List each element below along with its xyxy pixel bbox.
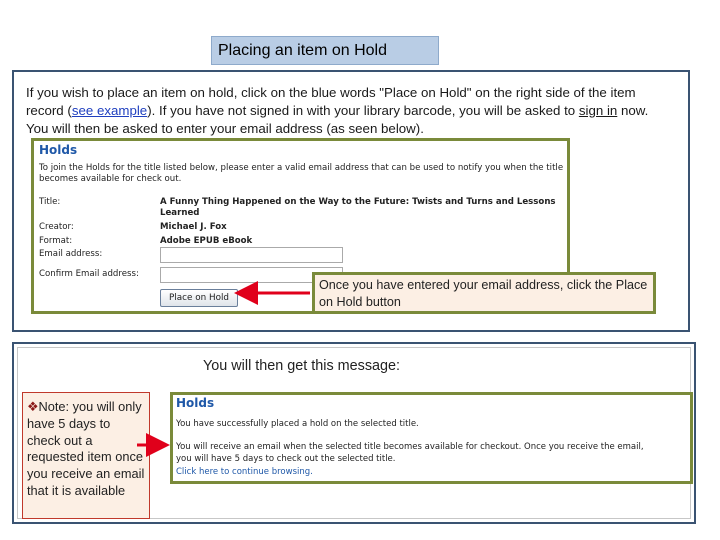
email-label: Email address: xyxy=(39,249,103,259)
holds-description: To join the Holds for the title listed below, please enter a valid email address that can be used to notify you when the title becomes available for check out. xyxy=(39,163,564,184)
continue-browsing-link[interactable]: Click here to continue browsing. xyxy=(176,467,313,477)
success-line: You have successfully placed a hold on the selected title. xyxy=(176,419,419,429)
email-field[interactable] xyxy=(160,247,343,263)
instructions-panel xyxy=(12,70,690,332)
diamond-bullet-icon: ❖ xyxy=(27,399,39,414)
place-on-hold-button[interactable]: Place on Hold xyxy=(160,289,238,307)
format-value: Adobe EPUB eBook xyxy=(160,236,253,246)
success-message-screenshot xyxy=(170,392,693,484)
intro-text: If you wish to place an item on hold, click on the blue words "Place on Hold" on the right side of the item record (see example). If you have not signed in with your library barcode, you will be asked to sign in now. You will then be asked to enter your email address (as seen below). xyxy=(26,85,649,136)
creator-label: Creator: xyxy=(39,222,74,232)
see-example-link[interactable]: see example xyxy=(71,103,148,118)
title-label: Title: xyxy=(39,197,61,207)
title-value-cont: Learned xyxy=(160,208,200,218)
success-heading: Holds xyxy=(176,396,215,410)
message-label: You will then get this message: xyxy=(203,358,401,374)
holds-heading: Holds xyxy=(39,143,78,157)
confirm-email-label: Confirm Email address: xyxy=(39,269,139,279)
note-callout xyxy=(22,392,150,519)
title-value: A Funny Thing Happened on the Way to the Future: Twists and Turns and Lessons xyxy=(160,197,556,207)
page-title: Placing an item on Hold xyxy=(211,36,439,65)
email-notice: You will receive an email when the selected title becomes available for checkout. Once you receive the email, you will have 5 days to check out the selected title. xyxy=(176,442,644,464)
sign-in-link[interactable]: sign in xyxy=(578,103,618,118)
format-label: Format: xyxy=(39,236,73,246)
message-panel-inner xyxy=(17,347,691,519)
note-text: Note: you will only have 5 days to check out a requested item once you receive an email that it is available xyxy=(27,399,145,498)
message-panel xyxy=(12,342,696,524)
creator-value: Michael J. Fox xyxy=(160,222,227,232)
hold-button-callout: Once you have entered your email address, click the Place on Hold button xyxy=(312,272,656,314)
